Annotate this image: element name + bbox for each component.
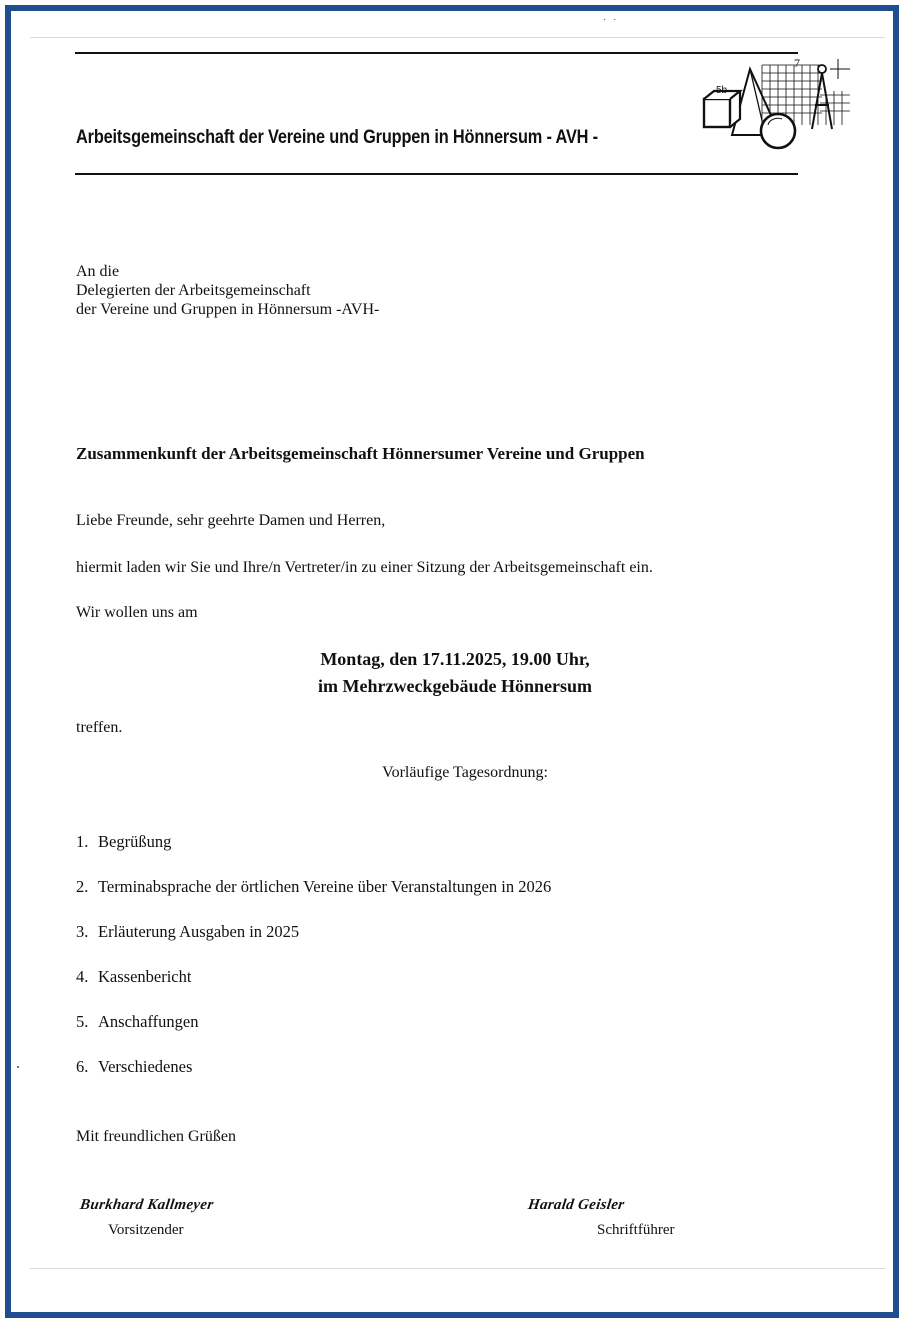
recipient-address [76,262,379,319]
organization-title: Arbeitsgemeinschaft der Vereine und Gruppen in Hönnersum - AVH - [76,127,598,148]
meeting-place: im Mehrzweckgebäude Hönnersum [318,676,592,696]
role-right: Schriftführer [597,1222,675,1238]
svg-text:7: 7 [794,56,800,70]
closing-salutation: Mit freundlichen Grüßen [76,1128,236,1145]
agenda-item: 6. Verschiedenes [76,1057,193,1076]
scan-top-edge [30,37,885,38]
closing-verb: treffen. [76,719,123,736]
scan-speck [17,1066,19,1068]
meeting-date: Montag, den 17.11.2025, 19.00 Uhr, [320,649,590,669]
address-line-3: der Vereine und Gruppen in Hönnersum -AVH- [76,301,380,318]
letter-subject: Zusammenkunft der Arbeitsgemeinschaft Hönnersumer Vereine und Gruppen [76,444,645,463]
meeting-details [0,646,910,700]
lead-in-text: Wir wollen uns am [76,604,198,621]
agenda-item: 4. Kassenbericht [76,967,192,986]
signature-left: Burkhard Kallmeyer [78,1197,215,1213]
agenda-item: 5. Anschaffungen [76,1012,199,1031]
greeting: Liebe Freunde, sehr geehrte Damen und Herren, [76,512,386,529]
agenda-item: 3. Erläuterung Ausgaben in 2025 [76,922,300,941]
geometry-logo-icon [702,55,850,151]
logo-label: 5b [716,85,728,96]
address-line-1: An die [76,263,120,280]
header-rule-bottom [75,173,798,175]
address-line-2: Delegierten der Arbeitsgemeinschaft [76,282,311,299]
agenda-item: 1. Begrüßung [76,832,172,851]
agenda-title: Vorläufige Tagesordnung: [382,764,548,781]
top-dots: · · [603,14,619,25]
signature-right: Harald Geisler [526,1197,626,1213]
agenda-item: 2. Terminabsprache der örtlichen Vereine über Veranstaltungen in 2026 [76,877,552,896]
scan-bottom-edge [30,1268,885,1269]
header-rule-top [75,52,798,54]
role-left: Vorsitzender [108,1222,184,1238]
invitation-text: hiermit laden wir Sie und Ihre/n Vertreter/in zu einer Sitzung der Arbeitsgemeinschaft ein. [76,559,653,576]
agenda-list [76,832,551,1102]
